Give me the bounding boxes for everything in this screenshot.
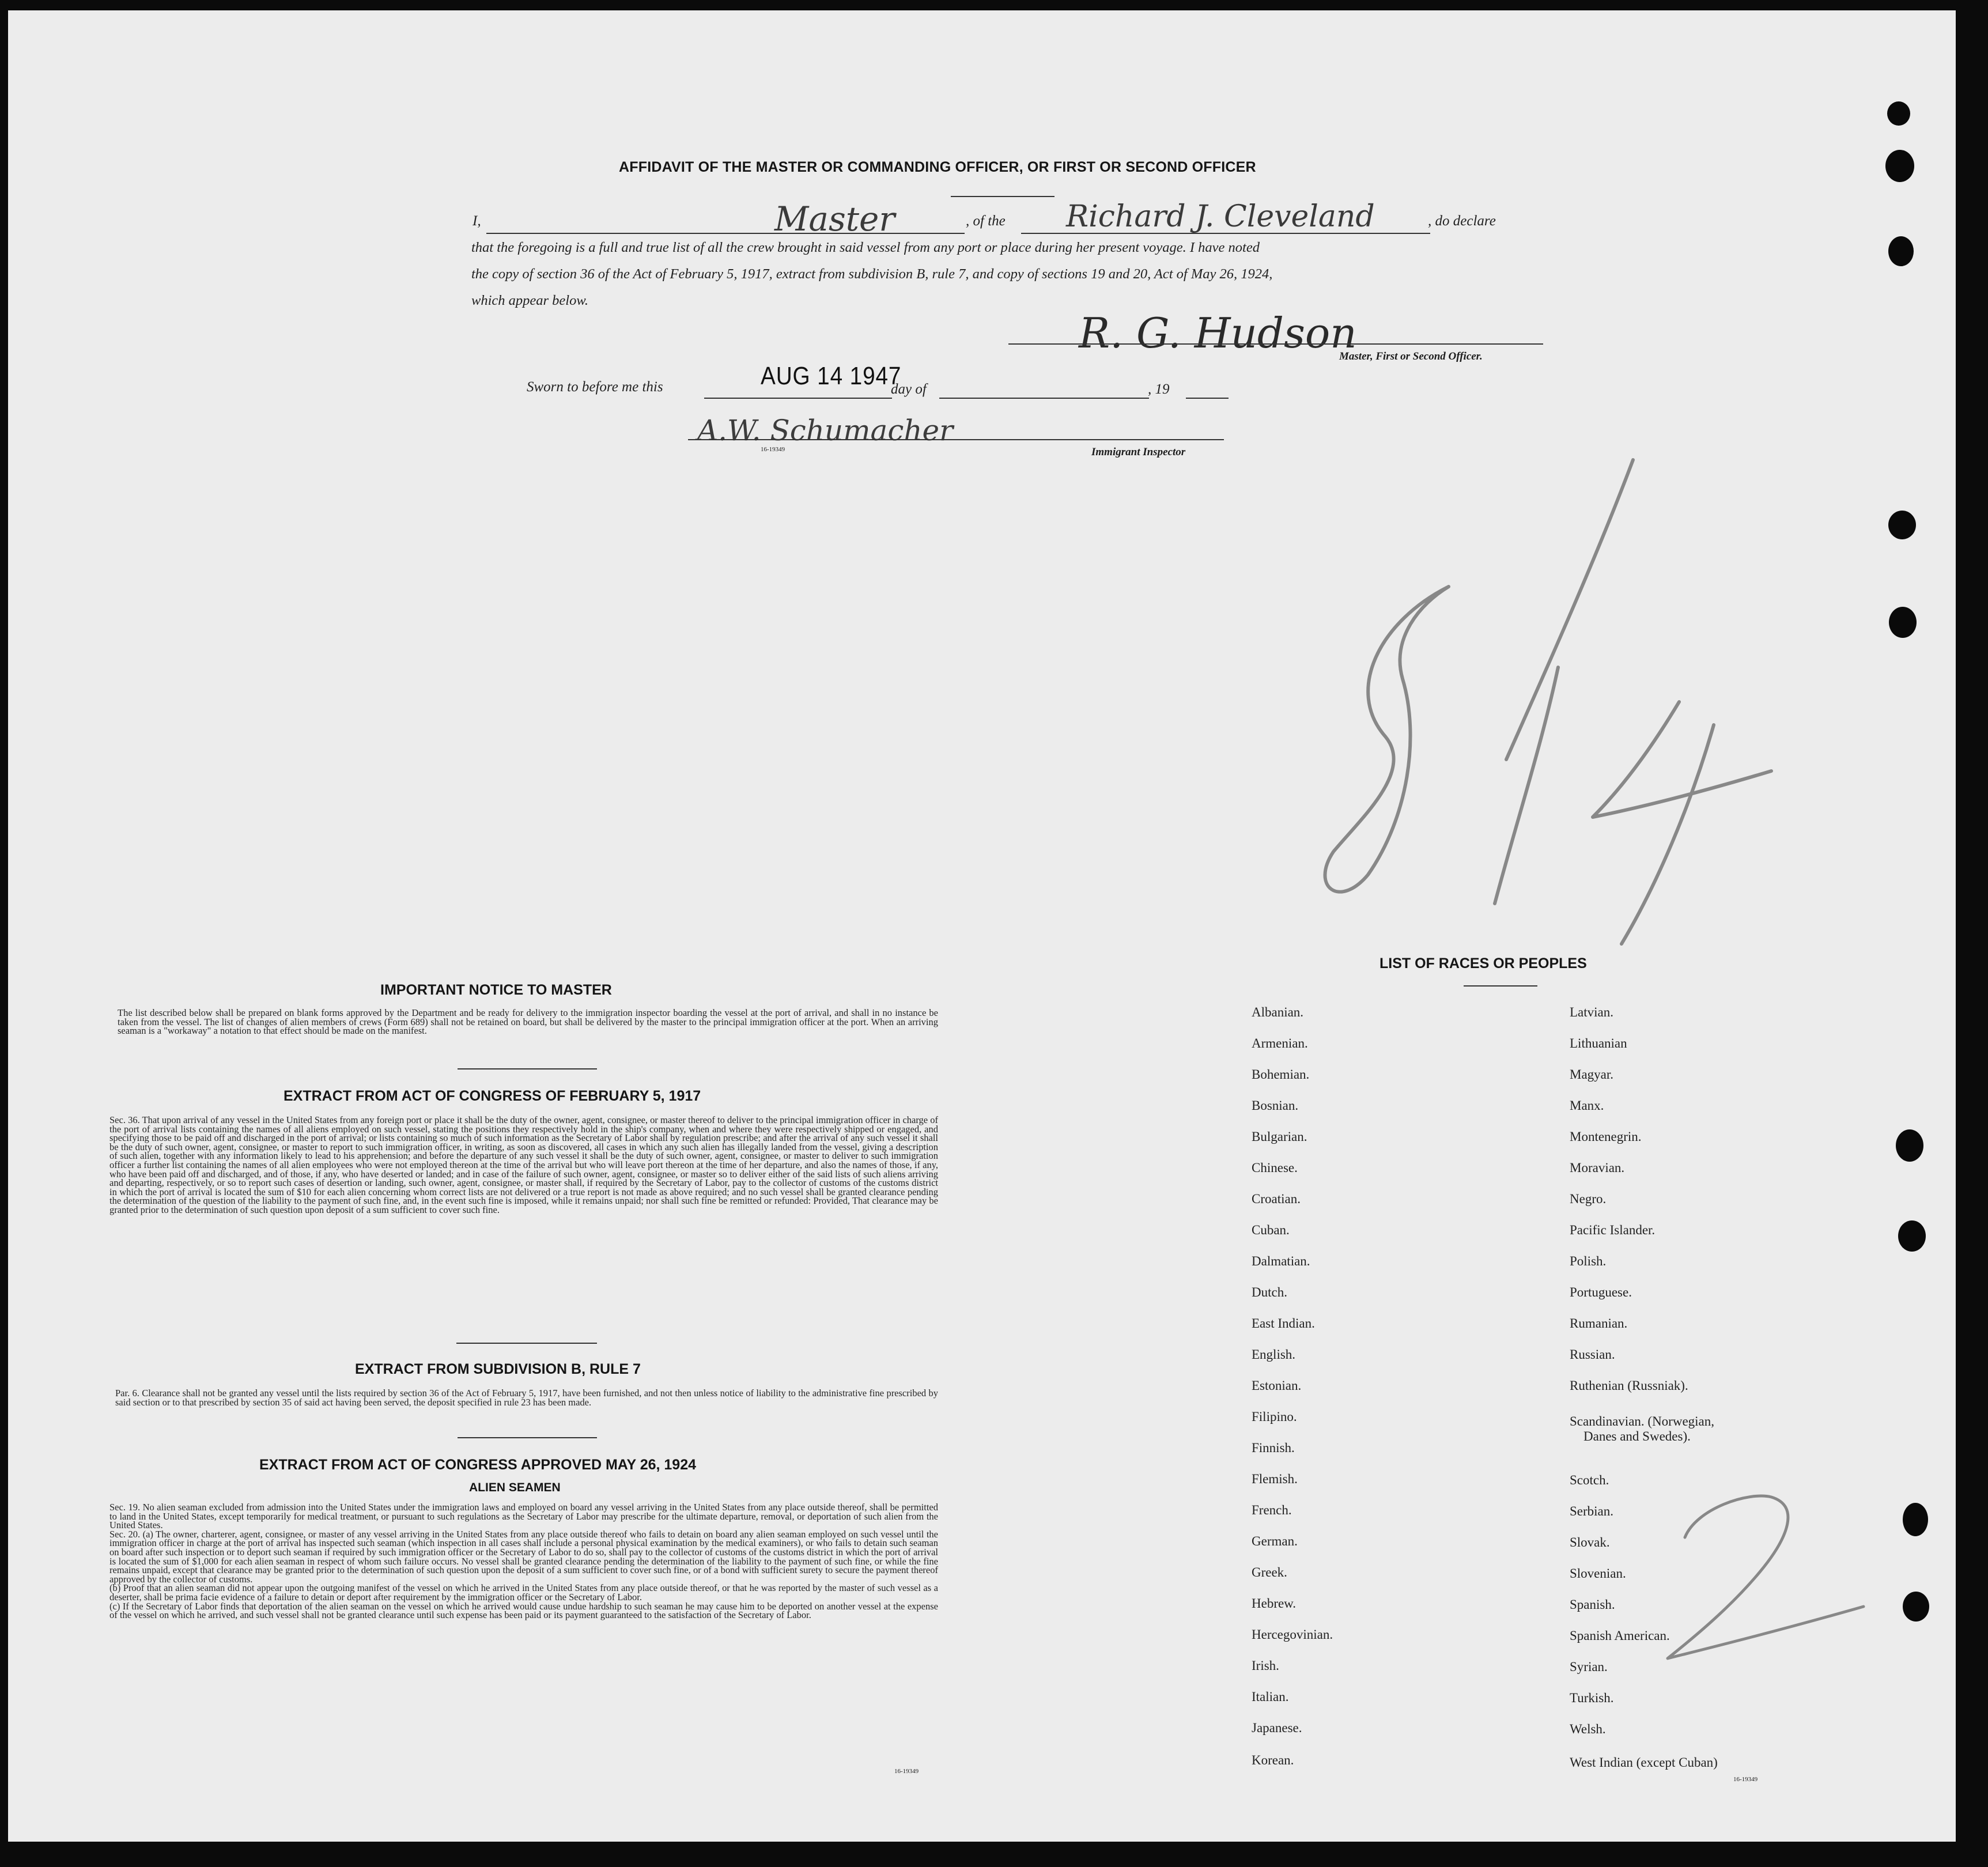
race-item: Portuguese. (1570, 1285, 1632, 1299)
race-item: Syrian. (1570, 1660, 1608, 1674)
punch-hole (1888, 511, 1916, 539)
sworn-date-stamp: AUG 14 1947 (761, 362, 902, 390)
officer-signature-line (1008, 343, 1543, 345)
right-form-number: 16-19349 (1733, 1776, 1758, 1783)
pencil-annotation (1276, 448, 1794, 967)
vessel-name-handwritten: Richard J. Cleveland (1066, 199, 1375, 234)
race-item: Welsh. (1570, 1722, 1606, 1736)
inspector-signature: A.W. Schumacher (697, 414, 954, 447)
sec19-paragraph: Sec. 19. No alien seaman excluded from admission into the United States under the immigration laws and employed on board any vessel arriving in the United States from any place outside thereof, shall be permitted to land in the United States, except temporarily for medical treatment, or pursuant to such regulations as the Secretary of Labor may prescribe for the ultimate departure, removal, or deportation of such alien from the United States. (109, 1502, 938, 1531)
race-item: Polish. (1570, 1254, 1607, 1268)
race-item: Negro. (1570, 1192, 1607, 1206)
punch-hole (1885, 150, 1914, 182)
race-item: Turkish. (1570, 1691, 1614, 1705)
race-item: Croatian. (1252, 1192, 1301, 1206)
inspector-signature-line (688, 439, 1224, 440)
declaration-prefix: I, (473, 213, 481, 229)
races-heading-rule (1464, 985, 1537, 987)
pencil-annotation-2 (1598, 1474, 1875, 1681)
race-item: Dalmatian. (1252, 1254, 1310, 1268)
race-item: Armenian. (1252, 1036, 1308, 1050)
extract-1917-text (109, 1116, 938, 1215)
race-item: Moravian. (1570, 1161, 1625, 1175)
officer-signature: R. G. Hudson (1079, 309, 1357, 357)
extract-1917-paragraph: Sec. 36. That upon arrival of any vessel in the United States from any foreign port or place it shall be the duty of the owner, agent, consignee, or master thereof to deliver to the principal immigration officer in charge of the port of arrival lists containing the names of all aliens employed on such vessel, stating the positions they respectively hold in the ship's company, when and where they were respectively shipped or engaged, and specifying those to be paid off and discharged in the port of arrival; or lists containing so much of such information as the Secretary of Labor shall by regulation prescribe; and after the arrival of any such vessel it shall be the duty of such owner, agent, consignee, or master to report to such immigration officer, in writing, as soon as discovered, all cases in which any such alien has illegally landed from the vessel, giving a description of such alien, together with any information likely to lead to his apprehension; and before the departure of any such vessel it shall be the duty of such owner, agent, consignee, or master to deliver to such immigration officer a further list containing the names of all alien employees who were not employed thereon at the time of the arrival but who will leave port thereon at the time of her departure, and also the names of those, if any, who have been paid off and discharged, and of those, if any, who have deserted or landed; and in case of the failure of such owner, agent, consignee, or master so to deliver either of the said lists of such aliens arriving and departing, respectively, or so to report such cases of desertion or landing, such owner, agent, consignee, or master shall, if required by the Secretary of Labor, pay to the collector of customs of the customs district in which the port of arrival is located the sum of $10 for each alien concerning whom correct lists are not delivered or a true report is not made as above required; and no such vessel shall be granted clearance pending the determination of the question of the liability to the payment of such fine, and, in the event such fine is imposed, while it remains unpaid; nor shall such fine be remitted or refunded: Provided, That clearance may be granted prior to the determination of such question upon deposit of a sum sufficient to cover such fine. (109, 1114, 938, 1215)
extract-rule7-heading: EXTRACT FROM SUBDIVISION B, RULE 7 (355, 1361, 641, 1377)
race-item: Slovak. (1570, 1535, 1610, 1549)
race-item: Cuban. (1252, 1223, 1290, 1237)
race-item: French. (1252, 1503, 1292, 1517)
race-item: Irish. (1252, 1658, 1279, 1673)
race-item: East Indian. (1252, 1316, 1315, 1331)
races-heading: LIST OF RACES OR PEOPLES (1379, 955, 1587, 972)
race-item: English. (1252, 1347, 1296, 1362)
race-item: Rumanian. (1570, 1316, 1628, 1331)
sworn-year: , 19 (1148, 381, 1170, 397)
notice-paragraph: The list described below shall be prepared on blank forms approved by the Department and be ready for delivery to the immigration inspector boarding the vessel at the port of arrival, and shall in no instance be taken from the vessel. The list of changes of alien members of crews (Form 689) shall not be retained on board, but shall be delivered by the master to the principal immigration officer at the port. When an arriving seaman is a "workaway" a notation to that effect should be made on the manifest. (118, 1007, 938, 1037)
punch-hole (1889, 607, 1917, 638)
race-item: Hercegovinian. (1252, 1627, 1333, 1642)
punch-hole (1903, 1592, 1929, 1622)
extract-1924-subheading: ALIEN SEAMEN (469, 1481, 561, 1494)
race-item: Dutch. (1252, 1285, 1287, 1299)
race-item: Hebrew. (1252, 1596, 1297, 1611)
section-rule (458, 1068, 597, 1069)
heading-rule (951, 196, 1055, 197)
sec20a-paragraph: Sec. 20. (a) The owner, charterer, agent, consignee, or master of any vessel arriving in the United States from any place outside thereof who fails to detain on board any alien seaman employed on such vessel until the immigration officer in charge at the port of arrival has inspected such seaman (which inspection in all cases shall include a personal physical examination by the medical examiners), or who fails to detain such seaman on board after such inspection or to deport such seaman if required by such immigration officer or the Secretary of Labor to do so, shall pay to the collector of customs of the customs district in which the port of arrival is located the sum of $1,000 for each alien seaman in respect of whom such failure occurs. No vessel shall be granted clearance pending the determination of the liability to the payment of such fine, or while the fine remains unpaid, except that clearance may be granted prior to the determination of such question upon the deposit of a sum sufficient to cover such fine, or of a bond with sufficient surety to secure the payment thereof approved by the collector of customs. (109, 1528, 938, 1585)
declaration-body-line-2: the copy of section 36 of the Act of February 5, 1917, extract from subdivision B, rule 7, and copy of sections 19 and 20, Act of May 26, 1924, (471, 266, 1273, 282)
sec20b-paragraph: (b) Proof that an alien seaman did not appear upon the outgoing manifest of the vessel on which he arrived in the United States from any place outside thereof, or that he was reported by the master of such vessel as a deserter, shall be prima facie evidence of a failure to detain or deport after requirement by the immigration officer or the Secretary of Labor. (109, 1582, 938, 1603)
extract-rule7-paragraph: Par. 6. Clearance shall not be granted any vessel until the lists required by section 36 of the Act of February 5, 1917, have been furnished, and not then unless notice of liability to the administrative fine prescribed by said section or to that prescribed by section 35 of said act having been served, the deposit specified in rule 23 has been made. (115, 1388, 938, 1408)
race-item: Bulgarian. (1252, 1129, 1307, 1144)
punch-hole (1896, 1129, 1923, 1162)
punch-hole (1903, 1503, 1928, 1536)
race-item: Greek. (1252, 1565, 1287, 1579)
race-item: Scotch. (1570, 1473, 1609, 1487)
race-item: Finnish. (1252, 1441, 1295, 1455)
punch-hole (1888, 236, 1914, 266)
document-page (8, 10, 1956, 1842)
race-item: Latvian. (1570, 1005, 1613, 1019)
race-item: Pacific Islander. (1570, 1223, 1656, 1237)
extract-1917-heading: EXTRACT FROM ACT OF CONGRESS OF FEBRUARY 5, 1917 (284, 1088, 701, 1104)
sworn-prefix: Sworn to before me this (527, 379, 663, 395)
section-rule (456, 1343, 597, 1344)
sworn-day-line (704, 398, 892, 399)
punch-hole (1898, 1220, 1926, 1252)
inspector-caption: Immigrant Inspector (1091, 446, 1186, 458)
race-item: Montenegrin. (1570, 1129, 1642, 1144)
notice-text (118, 1008, 938, 1035)
extract-1924-heading: EXTRACT FROM ACT OF CONGRESS APPROVED MAY 26, 1924 (259, 1457, 697, 1473)
punch-hole (1887, 101, 1910, 126)
declaration-body-line-1: that the foregoing is a full and true list of all the crew brought in said vessel from any port or place during her present voyage. I have noted (471, 240, 1260, 255)
race-item: Slovenian. (1570, 1566, 1626, 1581)
sworn-year-line (1186, 398, 1229, 399)
race-item: Filipino. (1252, 1409, 1297, 1424)
race-item: Flemish. (1252, 1472, 1298, 1486)
declaration-body-line-3: which appear below. (471, 293, 589, 308)
race-item: German. (1252, 1534, 1298, 1548)
race-item: Bohemian. (1252, 1067, 1310, 1082)
race-item: Serbian. (1570, 1504, 1614, 1518)
race-item: Japanese. (1252, 1721, 1302, 1735)
sworn-day-of: day of (891, 381, 927, 397)
sec20c-paragraph: (c) If the Secretary of Labor finds that deportation of the alien seaman on the vessel on which he arrived would cause undue hardship to such seaman he may cause him to be deported on another vessel at the expense of the vessel on which he arrived, and such vessel shall not be granted clearance until such expense has been paid or its payment guaranteed to the satisfaction of the Secretary of Labor. (109, 1600, 938, 1621)
race-item: Ruthenian (Russniak). (1570, 1378, 1688, 1393)
race-item: Albanian. (1252, 1005, 1304, 1019)
race-item-continuation: Danes and Swedes). (1583, 1429, 1691, 1443)
extract-1924-text (109, 1503, 938, 1620)
race-item: Magyar. (1570, 1067, 1614, 1082)
race-item: West Indian (except Cuban) (1570, 1755, 1718, 1770)
race-item: Chinese. (1252, 1161, 1298, 1175)
race-item: Russian. (1570, 1347, 1615, 1362)
race-item: Bosnian. (1252, 1098, 1299, 1113)
do-declare-label: , do declare (1428, 213, 1496, 229)
race-item: Manx. (1570, 1098, 1604, 1113)
sworn-month-line (939, 398, 1149, 399)
race-item: Estonian. (1252, 1378, 1302, 1393)
officer-caption: Master, First or Second Officer. (1339, 350, 1483, 362)
left-form-number: 16-19349 (894, 1768, 919, 1775)
of-the-label: , of the (966, 213, 1006, 229)
race-item: Lithuanian (1570, 1036, 1627, 1050)
race-item: Italian. (1252, 1690, 1289, 1704)
race-item: Korean. (1252, 1753, 1294, 1767)
extract-rule7-text (115, 1389, 938, 1407)
race-item: Scandinavian. (Norwegian, (1570, 1414, 1715, 1428)
officer-title-handwritten: Master (774, 199, 895, 239)
inspector-form-number: 16-19349 (761, 446, 785, 453)
affidavit-heading: AFFIDAVIT OF THE MASTER OR COMMANDING OFFICER, OR FIRST OR SECOND OFFICER (619, 159, 1256, 175)
race-item: Spanish. (1570, 1597, 1615, 1612)
race-item: Spanish American. (1570, 1628, 1670, 1643)
notice-heading: IMPORTANT NOTICE TO MASTER (380, 982, 612, 998)
section-rule (458, 1437, 597, 1438)
